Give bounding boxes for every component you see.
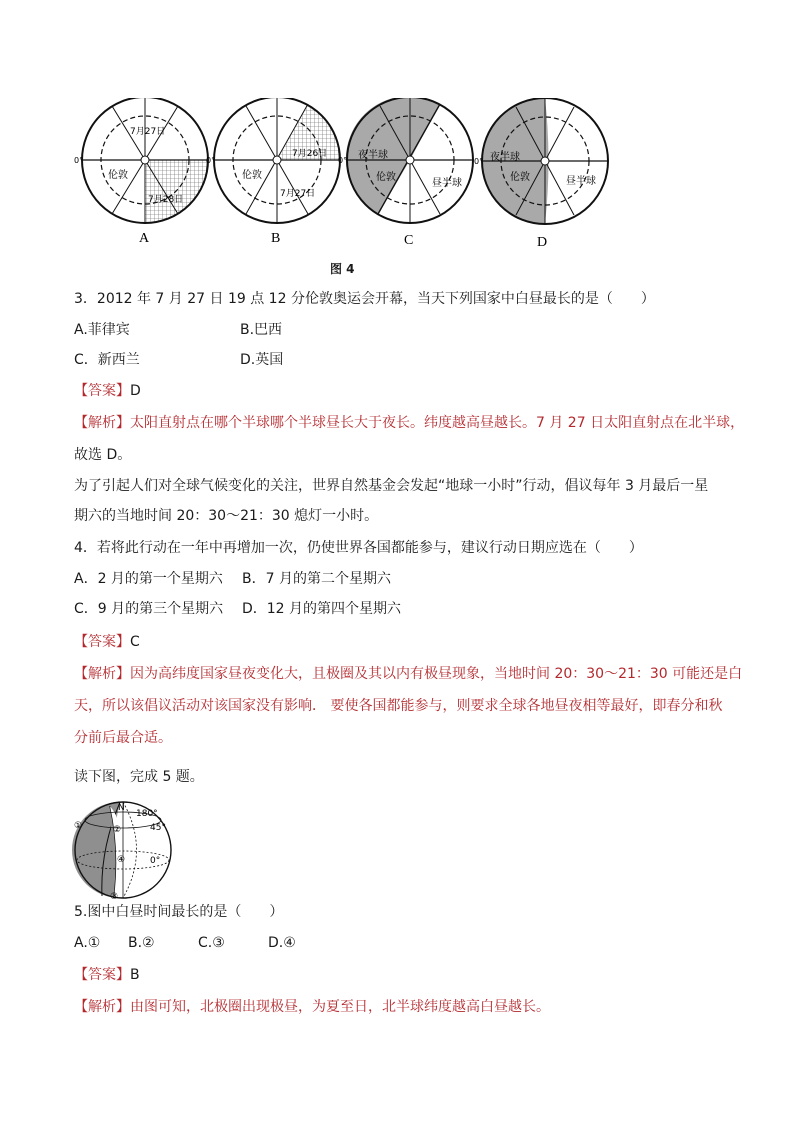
night-label: 夜半球 — [358, 150, 388, 161]
q4-analysis-line3: 分前后最合适。 — [74, 730, 172, 746]
night-label: 夜半球 — [490, 152, 520, 163]
q5-option-b: B.② — [128, 935, 155, 951]
lon-180-label: 180° — [136, 809, 158, 819]
date-label: 7月27日 — [130, 127, 166, 137]
panel-label-b: B — [271, 231, 281, 246]
q5-option-a: A.① — [74, 935, 101, 951]
diagram-d — [474, 98, 608, 250]
q3-analysis-line2: 故选 D。 — [74, 447, 132, 463]
answer-tag: 【答案】 — [74, 967, 130, 983]
q3-answer-row — [74, 381, 141, 401]
prime-label: 0° — [338, 156, 348, 165]
day-label: 昼半球 — [432, 178, 462, 189]
q5-option-d: D.④ — [268, 935, 296, 951]
intro4-line1: 为了引起人们对全球气候变化的关注，世界自然基金会发起“地球一小时”行动，倡议每年 3 月最后一星 — [74, 478, 709, 494]
panel-label-a: A — [139, 231, 150, 246]
panel-label-c: C — [404, 233, 414, 248]
marker-4: ④ — [117, 855, 126, 865]
q3-option-a: A.菲律宾 — [74, 322, 130, 338]
date-label: 7月28日 — [148, 195, 184, 205]
prime-label: 0° — [474, 157, 484, 166]
figure-4-diagrams — [70, 98, 630, 268]
q3-analysis-row — [74, 413, 744, 433]
answer-tag: 【答案】 — [74, 634, 130, 650]
marker-1: ① — [74, 821, 83, 831]
q4-option-d: D．12 月的第四个星期六 — [242, 601, 402, 617]
prime-label: 0° — [206, 156, 216, 165]
q4-option-a: A．2 月的第一个星期六 — [74, 571, 223, 587]
q3-question: 3．2012 年 7 月 27 日 19 点 12 分伦敦奥运会开幕，当天下列国家中白昼最长的是（ ） — [74, 291, 655, 307]
globe-diagram — [70, 800, 175, 900]
london-label: 伦敦 — [242, 170, 262, 181]
analysis-tag: 【解析】 — [74, 999, 130, 1015]
q5-answer-row — [74, 965, 140, 985]
q4-analysis-line2: 天，所以该倡议活动对该国家没有影响． 要使各国都能参与，则要求全球各地昼夜相等最好，即春分和秋 — [74, 698, 723, 714]
analysis-text: 太阳直射点在哪个半球哪个半球昼长大于夜长。纬度越高昼越长。7 月 27 日太阳直射点在北半球， — [130, 415, 745, 431]
q5-analysis-row — [74, 997, 550, 1017]
analysis-text: 由图可知，北极圈出现极昼，为夏至日，北半球纬度越高白昼越长。 — [130, 999, 550, 1015]
lat-0-label: 0° — [150, 856, 161, 866]
q3-option-b: B.巴西 — [240, 322, 283, 338]
london-label: 伦敦 — [108, 170, 128, 181]
intro5-line1: 读下图，完成 5 题。 — [74, 769, 204, 785]
q4-analysis-row — [74, 664, 742, 684]
diagram-a — [74, 98, 208, 246]
figure-caption: 图 4 — [330, 262, 355, 276]
answer-value: C — [130, 634, 140, 650]
lat-45-label: 45° — [150, 823, 166, 833]
london-label: 伦敦 — [376, 172, 396, 183]
prime-label: 0° — [74, 156, 84, 165]
diagram-c — [338, 98, 473, 248]
q5-option-c: C.③ — [198, 935, 225, 951]
diagram-b — [206, 98, 340, 246]
date-label: 7月27日 — [280, 189, 316, 199]
q4-question: 4．若将此行动在一年中再增加一次，仍使世界各国都能参与，建议行动日期应选在（ ） — [74, 540, 643, 556]
intro4-line2: 期六的当地时间 20：30～21：30 熄灯一小时。 — [74, 508, 379, 524]
day-label: 昼半球 — [566, 176, 596, 187]
q4-option-b: B．7 月的第二个星期六 — [242, 571, 391, 587]
date-label: 7月26日 — [292, 149, 328, 159]
analysis-tag: 【解析】 — [74, 415, 130, 431]
london-label: 伦敦 — [510, 172, 530, 183]
q3-option-c: C．新西兰 — [74, 352, 140, 368]
q5-question: 5.图中白昼时间最长的是（ ） — [74, 904, 284, 920]
answer-value: B — [130, 967, 140, 983]
q4-answer-row — [74, 632, 140, 652]
marker-2: ② — [113, 825, 122, 835]
analysis-text: 因为高纬度国家昼夜变化大，且极圈及其以内有极昼现象，当地时间 20：30～21：30 可能还是白 — [130, 666, 743, 682]
answer-tag: 【答案】 — [74, 383, 130, 399]
q4-option-c: C．9 月的第三个星期六 — [74, 601, 224, 617]
q3-option-d: D.英国 — [240, 352, 284, 368]
marker-3: ③ — [110, 892, 119, 900]
analysis-tag: 【解析】 — [74, 666, 130, 682]
north-label: N — [118, 803, 125, 813]
panel-label-d: D — [537, 235, 548, 250]
answer-value: D — [130, 383, 141, 399]
